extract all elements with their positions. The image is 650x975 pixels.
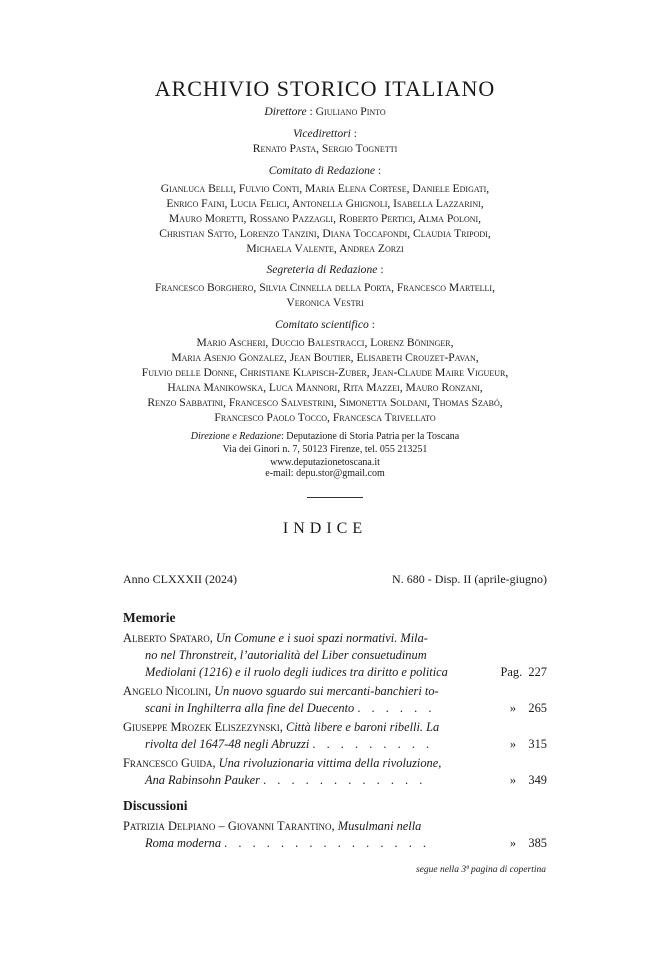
toc-title-line: scani in Inghilterra alla fine del Duecento (145, 701, 355, 715)
toc-page-number: 265 (528, 701, 547, 715)
comitato-redazione-line: Mauro Moretti, Rossano Pazzagli, Roberto Pertici, Alma Poloni, (168, 212, 482, 225)
comitato-scientifico-line: Renzo Sabbatini, Francesco Salvestrini, Simonetta Soldani, Thomas Szabó, (147, 396, 503, 409)
toc-page-prefix: » (509, 773, 517, 787)
toc-page-ref (510, 700, 547, 717)
vicedirettori-names: Renato Pasta, Sergio Tognetti (252, 142, 398, 155)
direzione-line: Direzione e Redazione: Deputazione di Storia Patria per la Toscana (190, 431, 460, 442)
comitato-scientifico-line: Fulvio delle Donne, Christiane Klapisch-Zuber, Jean-Claude Maire Vigueur, (141, 366, 509, 379)
segreteria-line: Veronica Vestri (286, 296, 364, 309)
vicedirettori-label: Vicedirettori (292, 127, 351, 140)
comitato-scientifico-line: Halina Manikowska, Luca Mannori, Rita Mazzei, Mauro Ronzani, (167, 381, 483, 394)
leader-dots: . . . . . . . . . . . . . . . (224, 836, 431, 850)
leader-dots: . . . . . . . . . (312, 737, 434, 751)
address: Via dei Ginori n. 7, 50123 Firenze, tel. 055 213251 (222, 444, 428, 455)
toc-page-prefix: Pag. (500, 665, 523, 679)
toc-entry[interactable] (123, 755, 547, 789)
toc-title-line: Roma moderna (145, 836, 222, 850)
direttore-label: Direttore (264, 105, 307, 118)
toc-title-line: no nel Thronstreit, l’autorialità del Liber consuetudinum (145, 648, 427, 662)
leader-dots: . . . . . . (357, 701, 436, 715)
toc-page-number: 315 (528, 737, 547, 751)
continuation-note: segue nella 3ª pagina di copertina (415, 865, 546, 875)
leader-dots: . . . . . . . . . . . . (263, 773, 427, 787)
toc-entry[interactable] (123, 630, 547, 681)
toc-title-line: rivolta del 1647-48 negli Abruzzi (145, 737, 310, 751)
toc-title-line: Città libere e baroni ribelli. La (285, 720, 440, 734)
comitato-redazione-line: Enrico Faini, Lucia Felici, Antonella Ghignoli, Isabella Lazzarini, (166, 197, 484, 210)
comitato-scientifico-label: Comitato scientifico (275, 318, 369, 331)
direzione-label: Direzione e Redazione (190, 431, 281, 442)
divider (307, 497, 363, 498)
toc-page-number: 349 (528, 773, 547, 787)
comitato-redazione-label: Comitato di Redazione (268, 164, 376, 177)
direzione-value: Deputazione di Storia Patria per la Toscana (286, 431, 460, 442)
toc-author: Alberto Spataro (123, 631, 210, 645)
comitato-scientifico-line: Francesco Paolo Tocco, Francesca Trivellato (214, 411, 436, 424)
direttore-line: Direttore : Giuliano Pinto (264, 105, 386, 118)
toc-page-ref (510, 835, 547, 852)
email-link[interactable]: e-mail: depu.stor@gmail.com (265, 468, 385, 479)
vicedirettori-heading: Vicedirettori : (292, 127, 358, 140)
section-title-discussioni: Discussioni (123, 798, 188, 813)
toc-author: Francesco Guida (123, 756, 213, 770)
toc-entry[interactable] (123, 818, 547, 852)
comitato-scientifico-line: Mario Ascheri, Duccio Balestracci, Lorenz Böninger, (196, 336, 454, 349)
toc-entry-text: Francesco Guida, Una rivoluzionaria vittima della rivoluzione, Ana Rabinsohn Pauker . . . . . . . . . . . . (123, 756, 442, 787)
segreteria-label: Segreteria di Redazione (266, 263, 378, 276)
toc-entry[interactable] (123, 683, 547, 717)
toc-title-line: Un nuovo sguardo sui mercanti-banchieri to- (214, 684, 439, 698)
website-link[interactable]: www.deputazionetoscana.it (270, 457, 380, 468)
index-heading: INDICE (282, 520, 368, 537)
comitato-redazione-line: Gianluca Belli, Fulvio Conti, Maria Elena Cortese, Daniele Edigati, (160, 182, 490, 195)
toc-page-ref (510, 772, 547, 789)
toc-entry-text: Angelo Nicolini, Un nuovo sguardo sui mercanti-banchieri to- scani in Inghilterra alla fine del Duecento . . . . . . (123, 684, 439, 715)
issue-year: Anno CLXXXII (2024) (123, 572, 237, 586)
segreteria-line: Francesco Borghero, Silvia Cinnella della Porta, Francesco Martelli, (155, 281, 495, 294)
toc-entry-text: Giuseppe Mrozek Eliszezynski, Città libere e baroni ribelli. La rivolta del 1647-48 negli Abruzzi . . . . . . . . . (123, 720, 440, 751)
comitato-scientifico-line: Maria Asenjo Gonzalez, Jean Boutier, Elisabeth Crouzet-Pavan, (171, 351, 479, 364)
toc-page-number: 385 (528, 836, 547, 850)
toc-title-line: Musulmani nella (337, 819, 422, 833)
toc-page-prefix: » (509, 836, 517, 850)
toc-entry-text: Patrizia Delpiano – Giovanni Tarantino, Musulmani nella Roma moderna . . . . . . . . . . . . . . . (123, 819, 431, 850)
toc-entry[interactable] (123, 719, 547, 753)
toc-title-line: Mediolani (1216) e il ruolo degli iudices tra diritto e politica (145, 665, 448, 679)
toc-page-ref (510, 736, 547, 753)
toc-author: Patrizia Delpiano – Giovanni Tarantino (123, 819, 332, 833)
direttore-name: Giuliano Pinto (315, 105, 386, 118)
toc-page-ref (501, 664, 547, 681)
toc-title-line: Ana Rabinsohn Pauker (145, 773, 260, 787)
toc-page-number: 227 (528, 665, 547, 679)
issue-line (123, 572, 547, 587)
issue-number: N. 680 - Disp. II (aprile-giugno) (392, 572, 547, 586)
section-title-memorie: Memorie (123, 610, 176, 625)
comitato-scientifico-heading: Comitato scientifico : (275, 318, 375, 331)
toc-author: Giuseppe Mrozek Eliszezynski (123, 720, 280, 734)
toc-author: Angelo Nicolini (123, 684, 208, 698)
toc-page-prefix: » (509, 701, 517, 715)
toc-title-line: Un Comune e i suoi spazi normativi. Mila- (215, 631, 428, 645)
journal-title: ARCHIVIO STORICO ITALIANO (154, 76, 496, 101)
segreteria-heading: Segreteria di Redazione : (266, 263, 384, 276)
toc-page-prefix: » (509, 737, 517, 751)
toc-entry-text: Alberto Spataro, Un Comune e i suoi spazi normativi. Mila- no nel Thronstreit, l’autorialità del Liber consuetudinum Mediolani (1216) e il ruolo degli iudices tra diritto e politica (123, 630, 498, 681)
toc-title-line: Una rivoluzionaria vittima della rivoluzione, (218, 756, 442, 770)
comitato-redazione-line: Christian Satto, Lorenzo Tanzini, Diana Toccafondi, Claudia Tripodi, (159, 227, 491, 240)
comitato-redazione-heading: Comitato di Redazione : (268, 164, 382, 177)
comitato-redazione-line: Michaela Valente, Andrea Zorzi (246, 242, 404, 255)
